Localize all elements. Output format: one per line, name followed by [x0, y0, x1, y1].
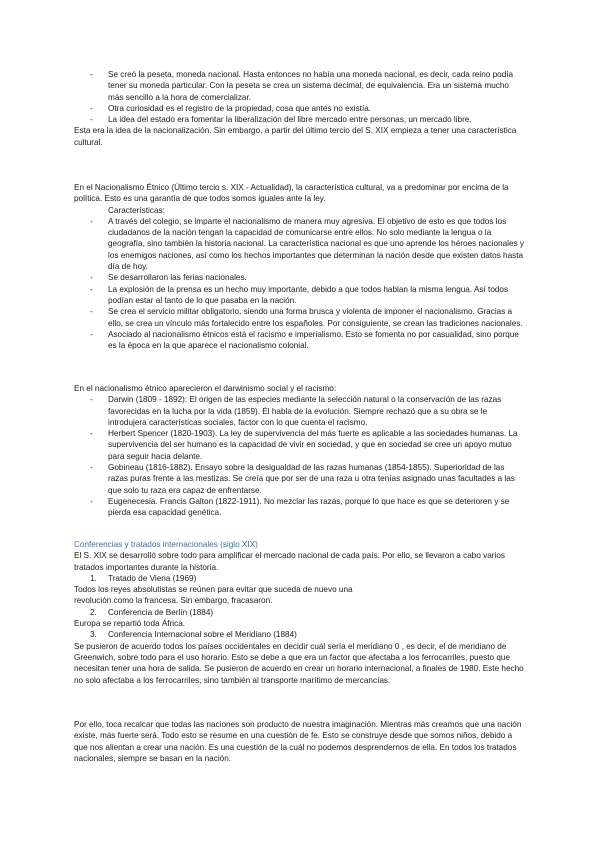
paragraph: El S. XIX se desarrolló sobre todo para amplificar el mercado nacional de cada país. Por ello, se llevaron a cabo varios tratados importantes durante la historia.	[74, 551, 505, 572]
paragraph: Por ello, toca recalcar que todas las naciones son producto de nuestra imaginación. Mientras más creamos que una nación existe, más fuerte será. Todo esto se resume en una cuestión de fe. Esto se construye desde que somos niños, debido a que nos alientan a crear una nación. Es una cuestión de la cuál no podemos desprendernos de ella. En todos los tratados nacionales, siempre se basan en la nación.	[74, 720, 522, 763]
paragraph: Se pusieron de acuerdo todos los países occidentales en decidir cuál sería el meridiano 0 , es decir, el de meridiano de Greenwich, sobre todo para el uso horario. Esto se debe a que era un factor que afectaba a los ferrocarriles, puesto que necesitan tener una hora de salida. Se pusieron de acuerdo en crear un horario internacional, a finales de 1980. Este hecho no solo afectaba a los ferrocarriles, sino también al transporte marítimo de mercancías.	[74, 641, 524, 685]
list-item: - Gobineau (1816-1882). Ensayo sobre la desigualdad de las razas humanas (1854-1855). Superioridad de las razas puras frente a las mestizas. Se creía que por ser de una raza u otra tenías asignado unas facultades a las que solo tu raza era capaz de enfrentarse.	[74, 462, 526, 496]
list-item: - Eugenecesia. Francis Galton (1822-1911). No mezclar las razas, porque lo que hace es que se deterioren y se pierda esa capacidad genética.	[74, 496, 526, 519]
numbered-item-title	[74, 607, 526, 618]
caracteristicas-label: Características:	[108, 205, 165, 215]
numbered-item-title	[74, 629, 526, 640]
list-item: - Asociado al nacionalismo étnicos está el racismo e imperialismo. Esto se fomenta no por casualidad, sino porque es la época en la que aparece el nacionalismo colonial.	[74, 329, 526, 352]
list-item: - La idea del estado era fomentar la liberalización del libre mercado entre personas, un mercado libre.	[74, 114, 526, 125]
item-number: 2.	[90, 607, 97, 617]
list-item: - Se creó la peseta, moneda nacional. Hasta entonces no había una moneda nacional, es decir, cada reino podía tener su moneda particular. Con la peseta se crea un sistema decimal, de equivalencia. Era un sistema mucho más sencillo a la hora de comercializar.	[74, 69, 526, 103]
section-heading: Conferencias y tratados internacionales (siglo XIX)	[74, 540, 258, 549]
item-title: Conferencia Internacional sobre el Meridiano (1884)	[108, 630, 297, 640]
section-1	[74, 69, 526, 148]
paragraph: Europa se repartió toda África.	[74, 619, 186, 629]
paragraph: En el nacionalismo étnico aparecieron el darwinismo social y el racismo:	[74, 384, 337, 393]
list-item: - Se crea el servicio militar obligatorio, siendo una forma brusca y violenta de imponer el nacionalismo. Gracias a ello, se crea un vínculo más fortalecido entre los españoles. Por consiguiente, se crean las tradiciones nacionales.	[74, 306, 526, 329]
item-title: Tratado de Viena (1969)	[108, 573, 197, 583]
list-item: - A través del colegio, se imparte el nacionalismo de manera muy agresiva. El objetivo de esto es que todos los ciudadanos de la nación tengan la capacidad de comunicarse entre ellos. No solo mediante la lengua o la geografía, sino también la historia nacional. La característica nacional es que uno aprende los héroes nacionales y los enemigos naciones, así como los hechos importantes que determinan la nación desde que existen datos hasta día de hoy.	[74, 216, 526, 272]
paragraph: En el Nacionalismo Étnico (Último tercio s. XIX - Actualidad), la característica cultural, va a predominar por encima de la política. Esto es una garantía de que todos somos iguales ante la ley.	[74, 183, 509, 204]
paragraph: Esta era la idea de la nacionalización. Sin embargo, a partir del último tercio del S. XIX empieza a tener una característica cultural.	[74, 126, 517, 147]
item-number: 1.	[90, 573, 97, 583]
list-item: - Darwin (1809 - 1892): El origen de las especies mediante la selección natural o la conservación de las razas favorecidas en la lucha por la vida (1859). Él habla de la evolución. Siempre rechazó que a su obra se le introdujera características sociales, factor con lo que cuenta el racismo.	[74, 394, 526, 428]
section-3	[74, 383, 526, 519]
section-2	[74, 182, 526, 351]
list-item: - Otra curiosidad es el registro de la propiedad, cosa que antes no existía.	[74, 103, 526, 114]
list-item: - Herbert Spencer (1820-1903). La ley de supervivencia del más fuerte es aplicable a las sociedades humanas. La supervivencia del ser humano es la capacidad de vivir en sociedad, y que en sociedad se cree un apoyo mutuo para seguir hacia delante.	[74, 428, 526, 462]
paragraph: Todos los reyes absolutistas se reúnen para evitar que suceda de nuevo una revolución como la francesa. Sin embargo, fracasaron.	[74, 585, 353, 606]
list-item: - La explosión de la prensa es un hecho muy importante, debido a que todos hablan la misma lengua. Así todos podían estar al tanto de lo que pasaba en la nación.	[74, 284, 526, 307]
section-4	[74, 539, 526, 686]
item-number: 3.	[90, 630, 97, 640]
item-title: Conferencia de Berlín (1884)	[108, 607, 214, 617]
list-item: - Se desarrollaron las ferias nacionales.	[74, 272, 526, 283]
closing-section	[74, 719, 526, 764]
numbered-item-title	[74, 573, 526, 584]
